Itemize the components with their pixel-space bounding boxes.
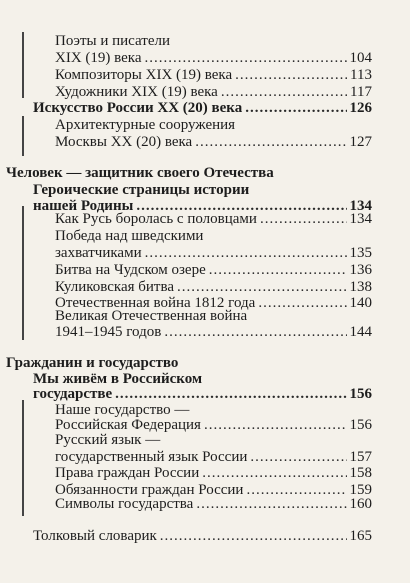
section-heading: Гражданин и государство	[6, 355, 179, 371]
toc-entry: Архитектурные сооружения	[55, 117, 236, 133]
toc-page-number: 156	[349, 417, 372, 433]
toc-entry-title: Композиторы XIX (19) века	[55, 67, 233, 83]
dot-leader	[209, 261, 347, 279]
toc-entry	[55, 323, 372, 341]
dot-leader	[245, 99, 346, 117]
toc-page-number: 134	[349, 198, 372, 214]
toc-entry-title: Толковый словарик	[33, 528, 157, 544]
toc-entry	[55, 49, 372, 67]
dot-leader	[145, 49, 347, 67]
toc-entry-title: Битва на Чудском озере	[55, 262, 206, 278]
dot-leader	[164, 323, 346, 341]
toc-entry-title: Как Русь боролась с половцами	[55, 211, 257, 227]
toc-page-number: 159	[349, 482, 372, 498]
toc-page-number: 157	[349, 449, 372, 465]
toc-page-number: 134	[349, 211, 372, 227]
toc-entry: Победа над шведскими	[55, 228, 204, 244]
subsection-bar	[22, 206, 24, 340]
toc-entry-title: Художники XIX (19) века	[55, 84, 218, 100]
dot-leader	[204, 416, 347, 434]
toc-entry	[55, 261, 372, 279]
toc-entry-title: Москвы XX (20) века	[55, 134, 193, 150]
toc-entry	[55, 495, 372, 513]
toc-page-number: 165	[349, 528, 372, 544]
toc-entry	[55, 464, 372, 482]
dot-leader	[195, 133, 346, 151]
dot-leader	[145, 244, 347, 262]
toc-entry: Наше государство —	[55, 402, 190, 418]
toc-entry-title: Права граждан России	[55, 465, 200, 481]
dot-leader	[260, 210, 347, 228]
toc-entry: Великая Отечественная война	[55, 308, 248, 324]
dot-leader	[160, 527, 347, 545]
toc-page-number: 158	[349, 465, 372, 481]
dot-leader	[202, 464, 346, 482]
toc-page-number: 113	[350, 67, 372, 83]
toc-entry: Мы живём в Российском	[33, 371, 203, 387]
toc-entry-title: XIX (19) века	[55, 50, 142, 66]
toc-entry-title: Искусство России XX (20) века	[33, 100, 243, 116]
toc-entry: Поэты и писатели	[55, 33, 171, 49]
toc-entry-title: Обязанности граждан России	[55, 482, 244, 498]
toc-page-number: 135	[349, 245, 372, 261]
toc-entry-title: захватчиками	[55, 245, 142, 261]
toc-entry-title: 1941–1945 годов	[55, 324, 162, 340]
section-heading: Человек — защитник своего Отечества	[6, 165, 274, 181]
toc-entry: Русский язык —	[55, 432, 161, 448]
dot-leader	[235, 66, 347, 84]
toc-entry	[33, 99, 372, 117]
toc-entry-title: Куликовская битва	[55, 279, 175, 295]
toc-page-number: 138	[349, 279, 372, 295]
toc-entry	[55, 133, 372, 151]
toc-entry	[55, 244, 372, 262]
toc-page-number: 104	[349, 50, 372, 66]
toc-entry-title: Российская Федерация	[55, 417, 201, 433]
toc-entry	[33, 527, 372, 545]
toc-page-number: 140	[349, 295, 372, 311]
toc-entry-title: нашей Родины	[33, 198, 134, 214]
toc-entry-title: государстве	[33, 386, 113, 402]
toc-entry	[55, 210, 372, 228]
toc-page-number: 127	[349, 134, 372, 150]
toc-entry: Героические страницы истории	[33, 182, 250, 198]
toc-entry-title: Отечественная война 1812 года	[55, 295, 256, 311]
toc-entry-title: Символы государства	[55, 496, 194, 512]
dot-leader	[258, 294, 346, 312]
subsection-bar	[22, 400, 24, 516]
toc-page-number: 144	[349, 324, 372, 340]
subsection-bar	[22, 116, 24, 156]
toc-page-number: 136	[349, 262, 372, 278]
toc-entry-title: государственный язык России	[55, 449, 248, 465]
toc-page-number: 117	[350, 84, 372, 100]
toc-page-number: 156	[349, 386, 372, 402]
dot-leader	[196, 495, 346, 513]
toc-page-number: 160	[349, 496, 372, 512]
toc-page-number: 126	[349, 100, 372, 116]
subsection-bar	[22, 32, 24, 98]
toc-entry	[55, 66, 372, 84]
